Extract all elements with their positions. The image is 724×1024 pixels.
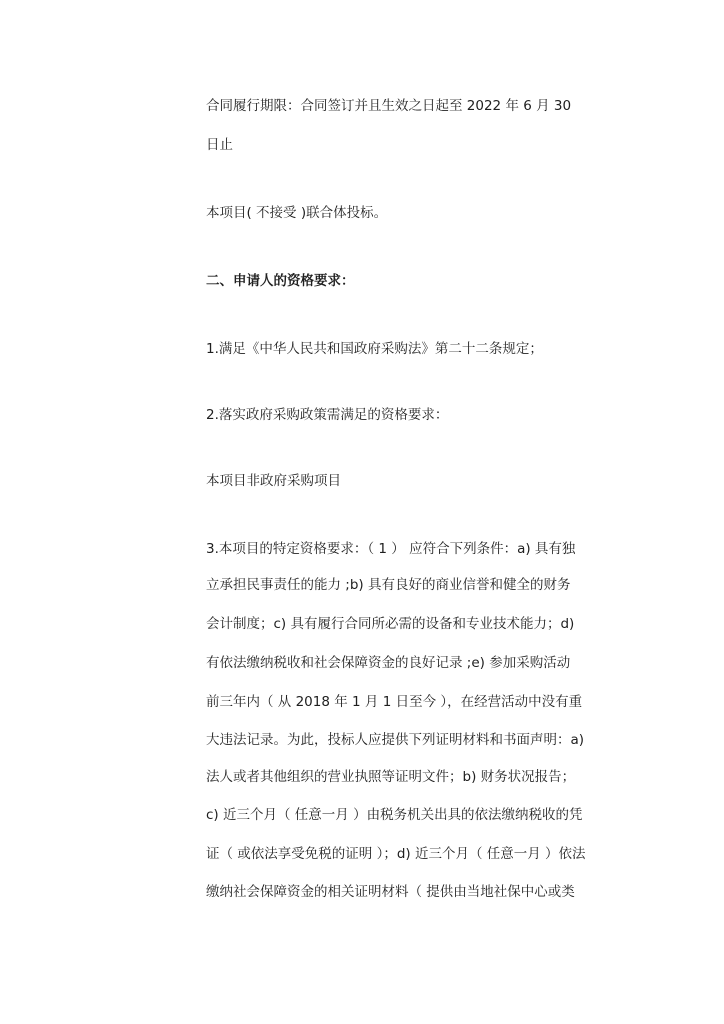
non-government-procurement-note: 本项目非政府采购项目 — [206, 473, 341, 489]
requirement-3-line-6: 大违法记录。为此，投标人应提供下列证明材料和书面声明：a) — [206, 732, 585, 748]
contract-term-line-1: 合同履行期限：合同签订并且生效之日起至 2022 年 6 月 30 — [206, 98, 572, 114]
requirement-3-line-10: 缴纳社会保障资金的相关证明材料（ 提供由当地社保中心或类 — [206, 884, 575, 900]
section-heading-qualifications: 二、申请人的资格要求： — [206, 273, 355, 289]
consortium-bid-statement: 本项目( 不接受 )联合体投标。 — [206, 205, 388, 221]
requirement-3-line-4: 有依法缴纳税收和社会保障资金的良好记录 ;e) 参加采购活动 — [206, 655, 571, 671]
requirement-3-line-1: 3.本项目的特定资格要求：（ 1 ） 应符合下列条件：a) 具有独 — [206, 541, 576, 557]
requirement-2: 2.落实政府采购政策需满足的资格要求： — [206, 407, 449, 423]
requirement-1: 1.满足《中华人民共和国政府采购法》第二十二条规定； — [206, 341, 543, 357]
requirement-3-line-5: 前三年内（ 从 2018 年 1 月 1 日至今 ），在经营活动中没有重 — [206, 694, 583, 710]
requirement-3-line-8: c) 近三个月（ 任意一月 ）由税务机关出具的依法缴纳税收的凭 — [206, 807, 583, 823]
requirement-3-line-7: 法人或者其他组织的营业执照等证明文件；b) 财务状况报告； — [206, 769, 576, 785]
requirement-3-line-2: 立承担民事责任的能力 ;b) 具有良好的商业信誉和健全的财务 — [206, 577, 571, 593]
requirement-3-line-3: 会计制度；c) 具有履行合同所必需的设备和专业技术能力；d) — [206, 616, 575, 632]
contract-term-line-2: 日止 — [206, 137, 233, 153]
requirement-3-line-9: 证（ 或依法享受免税的证明 ）；d) 近三个月（ 任意一月 ）依法 — [206, 846, 586, 862]
